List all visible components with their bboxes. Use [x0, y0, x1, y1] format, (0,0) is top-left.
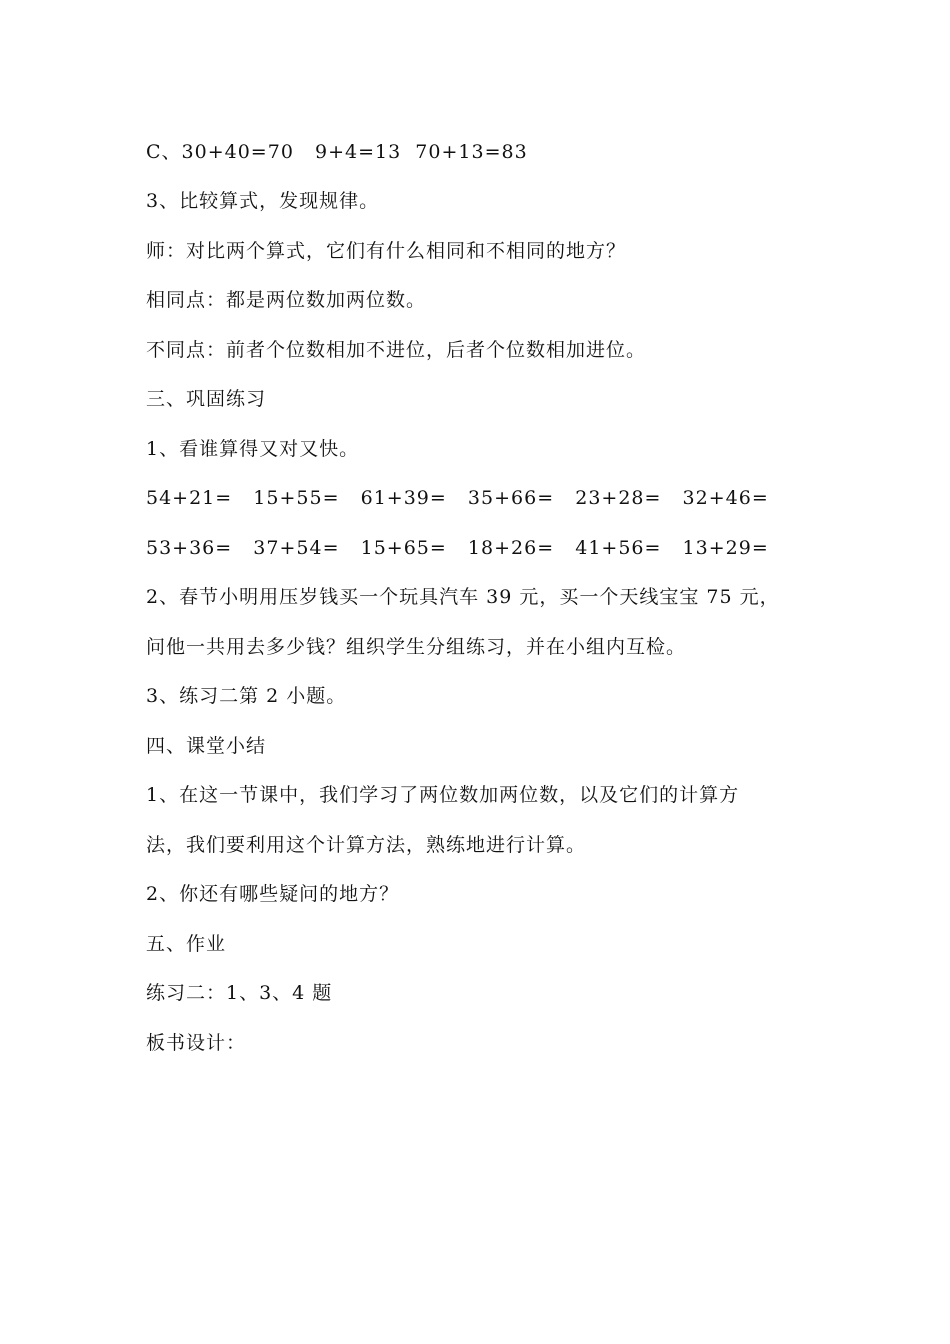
text-line-teacher-question: 师：对比两个算式，它们有什么相同和不相同的地方？ — [146, 240, 627, 262]
exercise-row-2: 53+36= 37+54= 15+65= 18+26= 41+56= 13+29= — [146, 537, 769, 559]
text-line-word-problem-cont: 问他一共用去多少钱？组织学生分组练习，并在小组内互检。 — [146, 636, 687, 658]
exercise-row-1: 54+21= 15+55= 61+39= 35+66= 23+28= 32+46= — [146, 487, 769, 509]
text-line-summary-2: 2、你还有哪些疑问的地方？ — [146, 883, 400, 905]
text-line-compare: 3、比较算式，发现规律。 — [146, 190, 380, 212]
text-line-summary-1: 1、在这一节课中，我们学习了两位数加两位数，以及它们的计算方 — [146, 784, 740, 806]
text-line-summary-1-cont: 法，我们要利用这个计算方法，熟练地进行计算。 — [146, 834, 587, 856]
section-heading-summary: 四、课堂小结 — [146, 735, 267, 757]
text-line-word-problem: 2、春节小明用压岁钱买一个玩具汽车 39 元，买一个天线宝宝 75 元， — [146, 586, 780, 608]
text-line-difference: 不同点：前者个位数相加不进位，后者个位数相加进位。 — [146, 339, 647, 361]
section-heading-homework: 五、作业 — [146, 933, 227, 955]
text-line-quick-calc: 1、看谁算得又对又快。 — [146, 438, 360, 460]
text-line-similarity: 相同点：都是两位数加两位数。 — [146, 289, 427, 311]
section-heading-practice: 三、巩固练习 — [146, 388, 267, 410]
text-line-exercise-two: 3、练习二第 2 小题。 — [146, 685, 347, 707]
text-line-calc-c: C、30+40=70 9+4=13 70+13=83 — [146, 141, 528, 163]
text-line-homework: 练习二：1、3、4 题 — [146, 982, 333, 1004]
text-line-board-design: 板书设计： — [146, 1032, 247, 1054]
